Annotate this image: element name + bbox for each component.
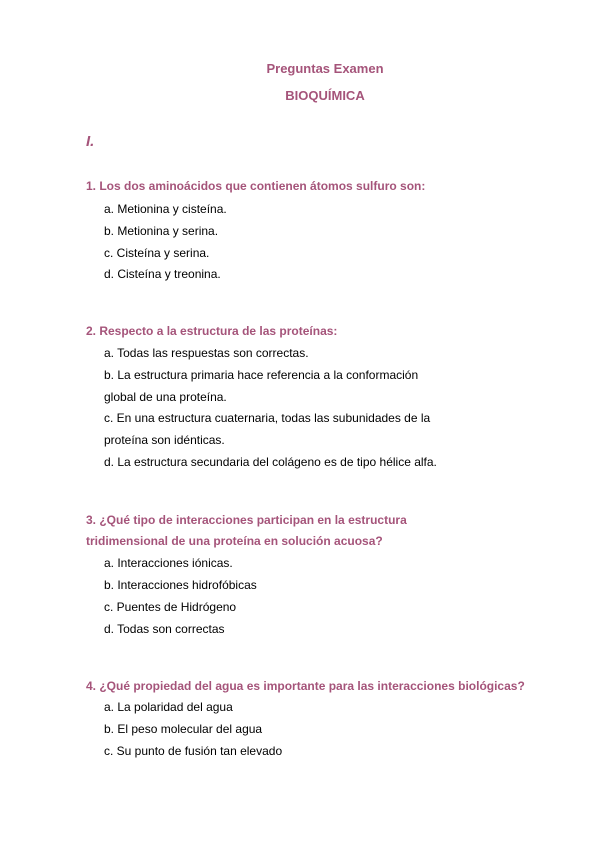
question-4-option-a: a. La polaridad del agua xyxy=(104,700,233,714)
question-2-option-c-continued: proteína son idénticas. xyxy=(104,433,225,447)
question-1-option-a: a. Metionina y cisteína. xyxy=(104,202,227,216)
question-1-option-b: b. Metionina y serina. xyxy=(104,224,219,238)
section-number: I. xyxy=(86,133,95,150)
question-2-text: 2. Respecto a la estructura de las proteínas: xyxy=(86,324,338,338)
question-4-text: 4. ¿Qué propiedad del agua es importante para las interacciones biológicas? xyxy=(86,679,525,693)
question-3-option-c: c. Puentes de Hidrógeno xyxy=(104,600,237,614)
question-1-text: 1. Los dos aminoácidos que contienen átomos sulfuro son: xyxy=(86,179,426,193)
question-2-option-a: a. Todas las respuestas son correctas. xyxy=(104,346,309,360)
question-3-text-line-2: tridimensional de una proteína en solución acuosa? xyxy=(86,534,383,548)
question-3-option-b: b. Interacciones hidrofóbicas xyxy=(104,578,257,592)
question-3-option-d: d. Todas son correctas xyxy=(104,622,225,636)
question-2-option-c: c. En una estructura cuaternaria, todas las subunidades de la xyxy=(104,411,431,425)
question-4-option-c: c. Su punto de fusión tan elevado xyxy=(104,744,283,758)
question-1-option-c: c. Cisteína y serina. xyxy=(104,246,210,260)
question-3-text-line-1: 3. ¿Qué tipo de interacciones participan en la estructura xyxy=(86,513,407,527)
question-3-option-a: a. Interacciones iónicas. xyxy=(104,556,233,570)
subject-title: BIOQUÍMICA xyxy=(285,88,365,103)
question-2-option-d: d. La estructura secundaria del colágeno es de tipo hélice alfa. xyxy=(104,455,437,469)
question-2-option-b: b. La estructura primaria hace referencia a la conformación xyxy=(104,368,419,382)
page-title: Preguntas Examen xyxy=(266,61,384,76)
question-2-option-b-continued: global de una proteína. xyxy=(104,390,227,404)
question-4-option-b: b. El peso molecular del agua xyxy=(104,722,263,736)
question-1-option-d: d. Cisteína y treonina. xyxy=(104,267,221,281)
